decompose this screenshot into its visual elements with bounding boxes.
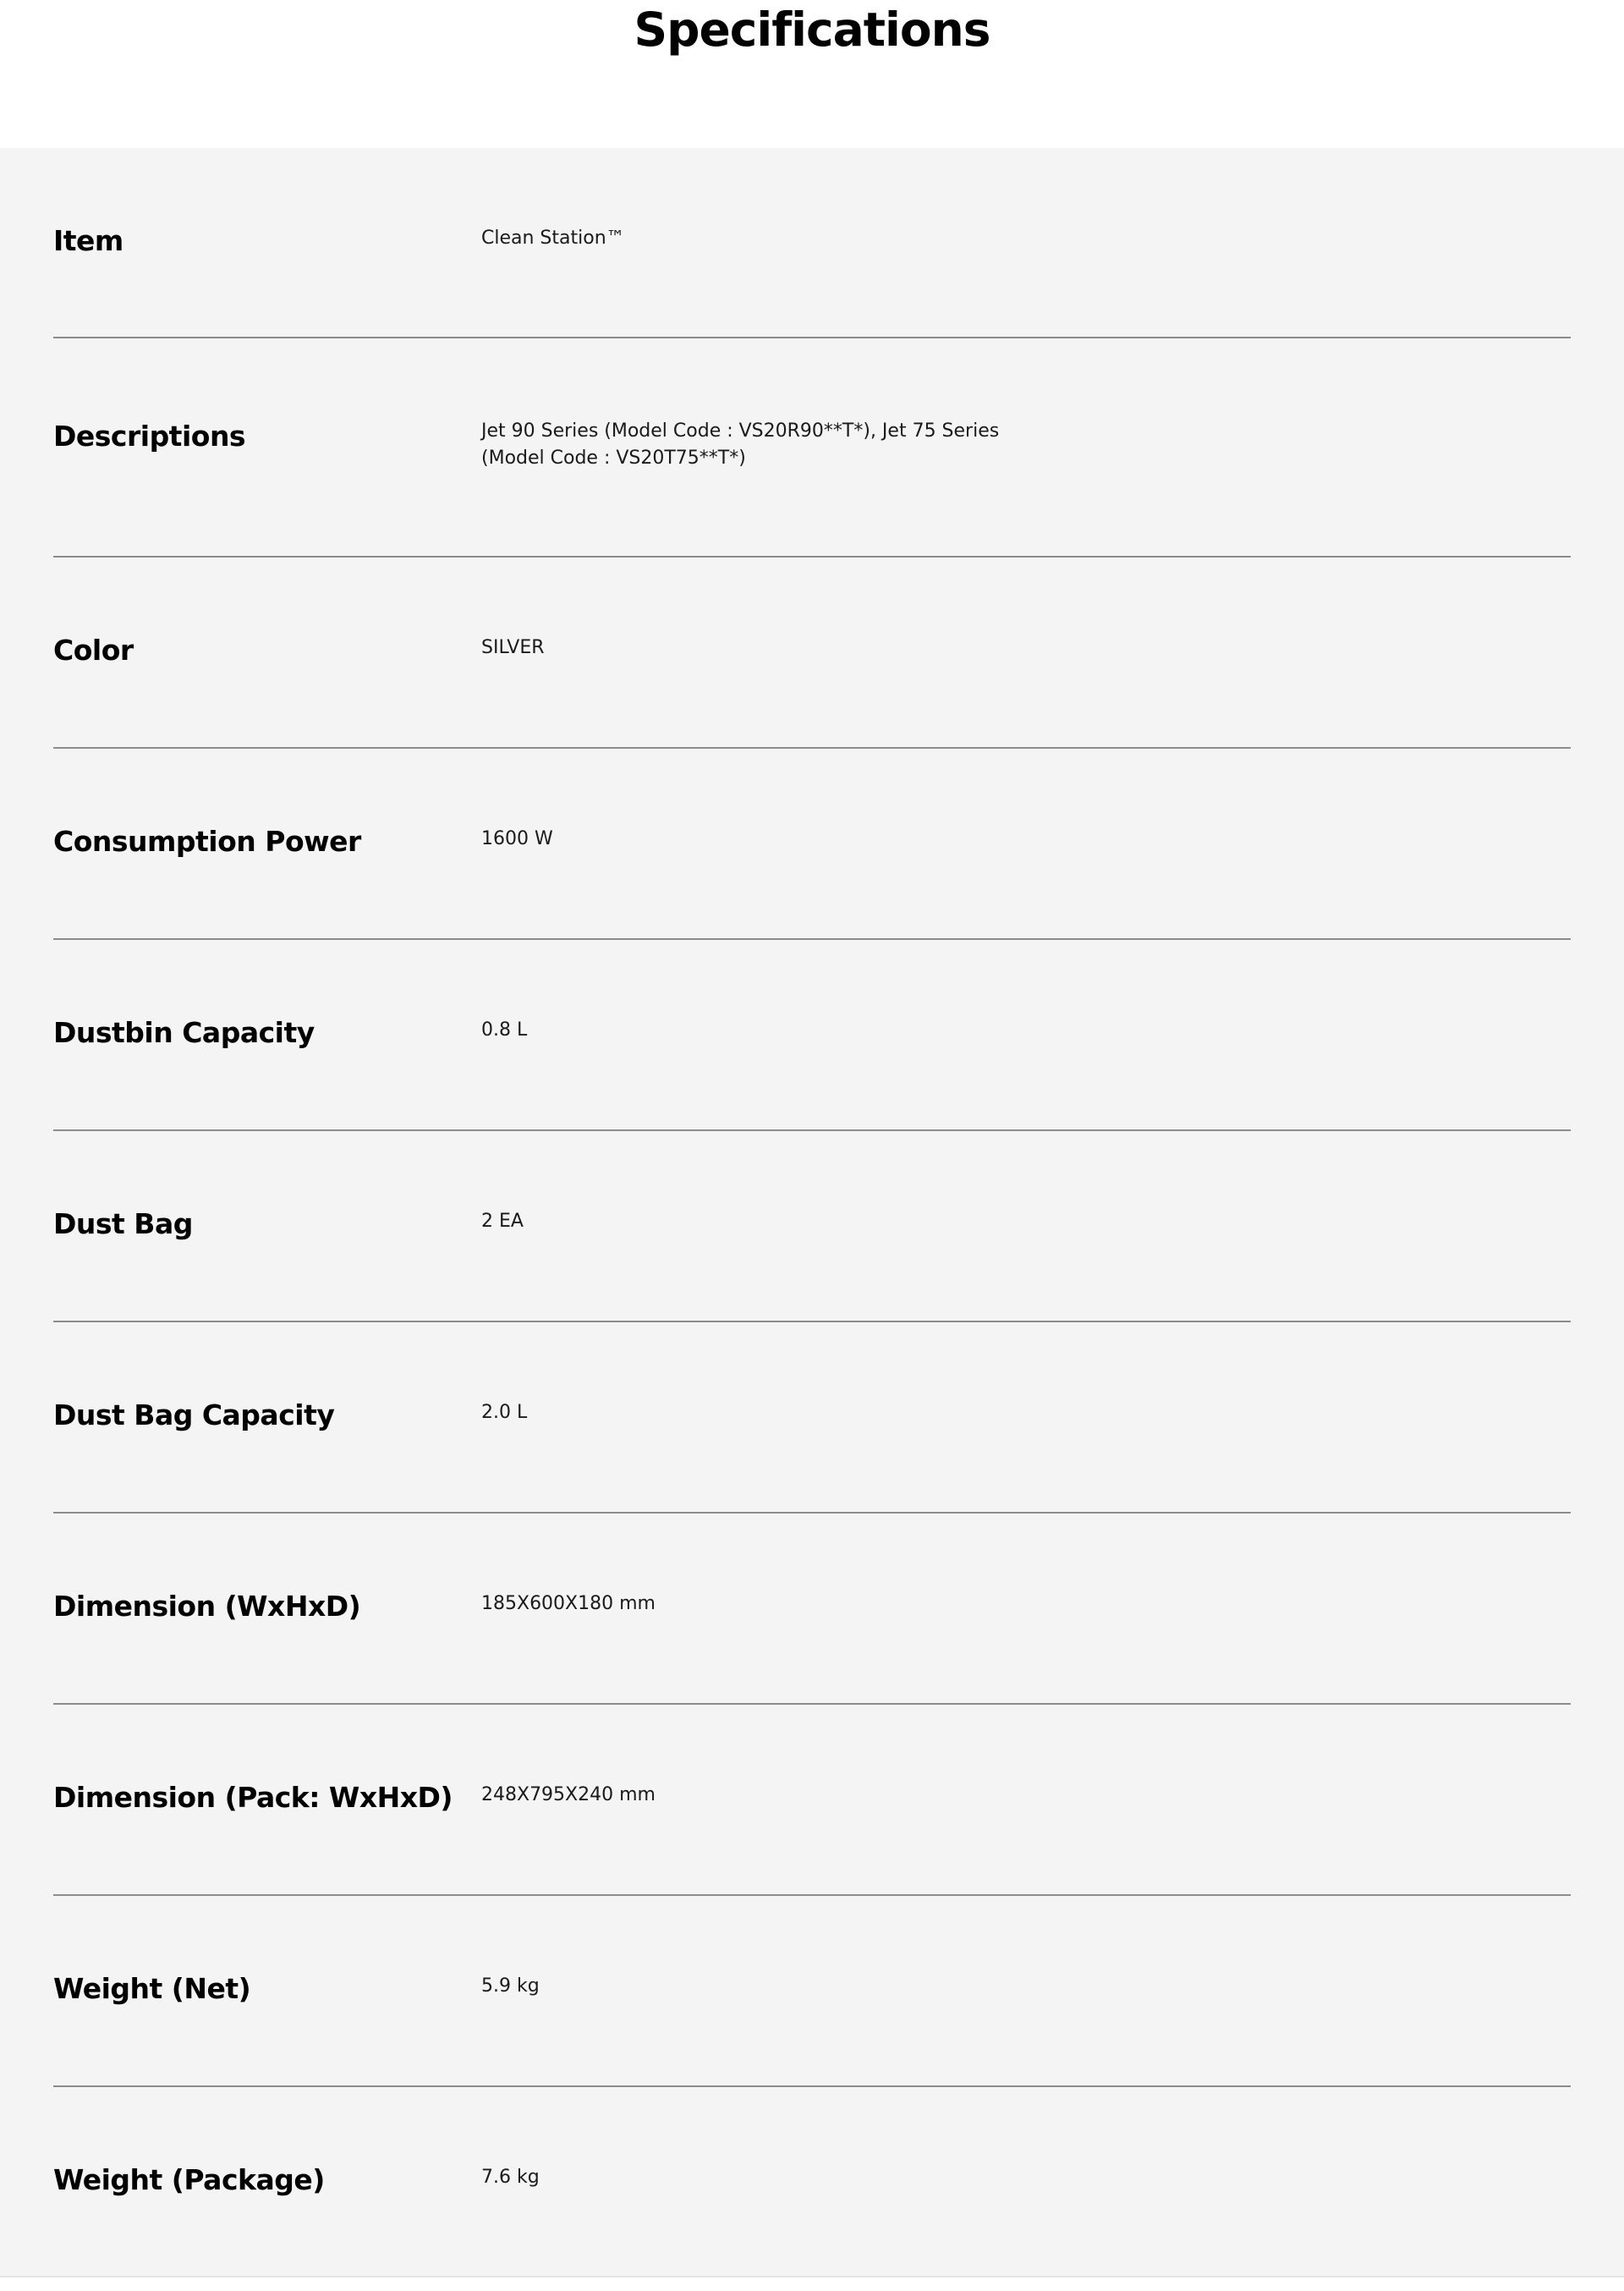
spec-row-dust-bag-capacity [53, 1322, 1571, 1514]
spec-label: Consumption Power [53, 825, 361, 858]
spec-label: Descriptions [53, 420, 246, 453]
spec-row-item [53, 148, 1571, 338]
spec-value: Jet 90 Series (Model Code : VS20R90**T*), Jet 75 Series (Model Code : VS20T75**T*) [481, 420, 1000, 469]
spec-label: Item [53, 224, 123, 257]
spec-label: Dust Bag [53, 1207, 193, 1240]
spec-row-dustbin-capacity [53, 940, 1571, 1131]
spec-value: 1600 W [481, 828, 553, 849]
specifications-list [53, 148, 1571, 2278]
spec-label: Dimension (WxHxD) [53, 1590, 361, 1623]
spec-label: Dustbin Capacity [53, 1016, 315, 1049]
spec-row-consumption-power [53, 749, 1571, 940]
spec-value: 0.8 L [481, 1019, 528, 1041]
spec-row-dimension-pack [53, 1705, 1571, 1896]
spec-row-dust-bag [53, 1131, 1571, 1322]
spec-label: Color [53, 634, 134, 667]
spec-row-weight-package [53, 2087, 1571, 2278]
page-title: Specifications [634, 3, 990, 57]
spec-value: 248X795X240 mm [481, 1784, 656, 1805]
spec-value: 2.0 L [481, 1402, 528, 1423]
spec-value: Clean Station™ [481, 228, 625, 249]
spec-row-weight-net [53, 1896, 1571, 2087]
spec-label: Weight (Net) [53, 1972, 251, 2005]
spec-value: 5.9 kg [481, 1975, 540, 1997]
spec-value: 185X600X180 mm [481, 1593, 656, 1614]
spec-row-dimension [53, 1514, 1571, 1705]
page-header [0, 0, 1624, 148]
spec-row-descriptions [53, 338, 1571, 558]
spec-row-color [53, 558, 1571, 749]
spec-value: 2 EA [481, 1211, 524, 1232]
spec-label: Dimension (Pack: WxHxD) [53, 1781, 453, 1814]
spec-value: 7.6 kg [481, 2167, 540, 2188]
spec-value: SILVER [481, 637, 545, 658]
spec-label: Weight (Package) [53, 2163, 325, 2196]
specifications-panel [0, 148, 1624, 2277]
spec-label: Dust Bag Capacity [53, 1398, 335, 1431]
